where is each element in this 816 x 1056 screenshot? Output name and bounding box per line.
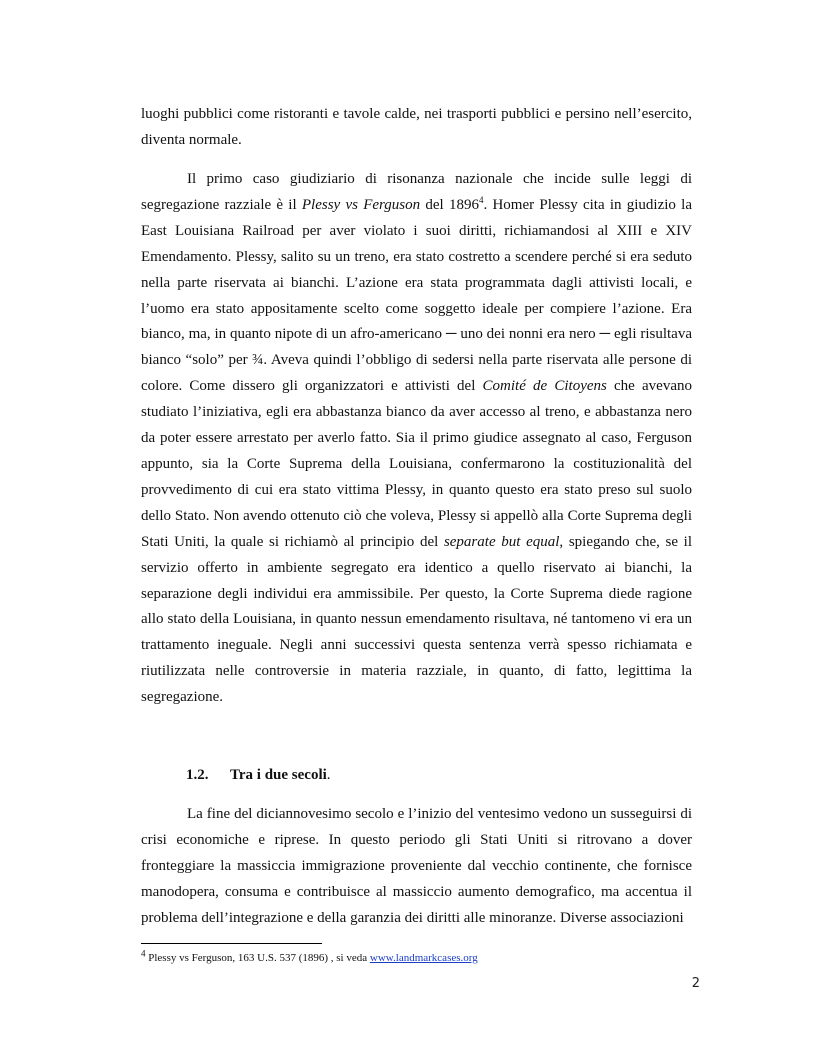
paragraph-text: del 1896 bbox=[420, 196, 479, 213]
page-number: 2 bbox=[691, 976, 700, 991]
paragraph-text: . Homer Plessy cita in giudizio la East Louisiana Railroad per aver violato i suoi diritti, richiamandosi al XIII e XIV Emendamento. Plessy, salito su un treno, era stato costretto a scendere perché si era seduto nella parte riservata ai bianchi. L’azione era stata programmata dagli attivisti locali, e l’uomo era stato appositamente scelto come soggetto ideale per compiere l’azione. Era bianco, ma, in quanto nipote di un afro-americano ─ uno dei nonni era nero ─ egli risultava bianco “solo” per ¾. Aveva quindi l’obbligo di sedersi nella parte riservata alle persone di colore. Come dissero gli organizzatori e attivisti del bbox=[141, 196, 692, 395]
plessy-paragraph bbox=[141, 167, 692, 711]
section-title: Tra i due secoli bbox=[230, 767, 327, 783]
intro-text: luoghi pubblici come ristoranti e tavole calde, nei trasporti pubblici e persino nell’esercito, diventa normale. bbox=[141, 106, 692, 148]
footnote bbox=[141, 950, 701, 966]
paragraph-text: che avevano studiato l’iniziativa, egli era abbastanza bianco da aver accesso al treno, e abbastanza nero da poter essere arrestato per averlo fatto. Sia il primo giudice assegnato al caso, Ferguson appunto, sia la Corte Suprema della Louisiana, confermarono la costituzionalità del provvedimento di cui era stato vittima Plessy, in quanto questo era stato preso sul suolo dello Stato. Non avendo ottenuto ciò che voleva, Plessy si appellò alla Corte Suprema degli Stati Uniti, la quale si richiamò al principio del bbox=[141, 378, 692, 550]
section-title-period: . bbox=[326, 767, 331, 783]
case-name: Plessy vs Ferguson bbox=[301, 196, 421, 213]
footnote-number: 4 bbox=[141, 948, 146, 959]
paragraph-text: , spiegando che, se il servizio offerto in ambiente segregato era identico a quello riservato ai bianchi, la separazione degli individui era ammissibile. Per questo, la Corte Suprema diede ragione allo stato della Louisiana, in quanto nessun emendamento risultava, né tantomeno vi era un trattamento ineguale. Negli anni successivi questa sentenza verrà spesso richiamata e riutilizzata nelle controversie in materia razziale, in quanto, di fatto, legittima la segregazione. bbox=[141, 533, 692, 706]
footnote-separator bbox=[141, 943, 322, 944]
footnote-text: Plessy vs Ferguson, 163 U.S. 537 (1896) , si veda bbox=[145, 952, 370, 964]
committee-name: Comité de Citoyens bbox=[482, 378, 607, 395]
footnote-reference[interactable]: 4 bbox=[478, 194, 484, 205]
next-text: La fine del diciannovesimo secolo e l’inizio del ventesimo vedono un susseguirsi di crisi economiche e riprese. In questo periodo gli Stati Uniti si ritrovano a dover fronteggiare la massiccia immigrazione proveniente dal vecchio continente, che fornisce manodopera, consuma e contribuisce al massiccio aumento demografico, ma accentua il problema dell’integrazione e della garanzia dei diritti alle minoranze. Diverse associazioni bbox=[141, 806, 692, 926]
section-heading bbox=[186, 763, 586, 788]
section-number: 1.2. bbox=[186, 767, 209, 783]
doctrine-name: separate but equal bbox=[443, 533, 560, 550]
footnote-link[interactable]: www.landmarkcases.org bbox=[369, 952, 478, 964]
next-paragraph bbox=[141, 802, 692, 932]
paragraph-text: Il primo caso giudiziario di risonanza nazionale che incide sulle leggi di segregazione razziale è il bbox=[141, 171, 692, 213]
intro-paragraph bbox=[141, 102, 692, 154]
